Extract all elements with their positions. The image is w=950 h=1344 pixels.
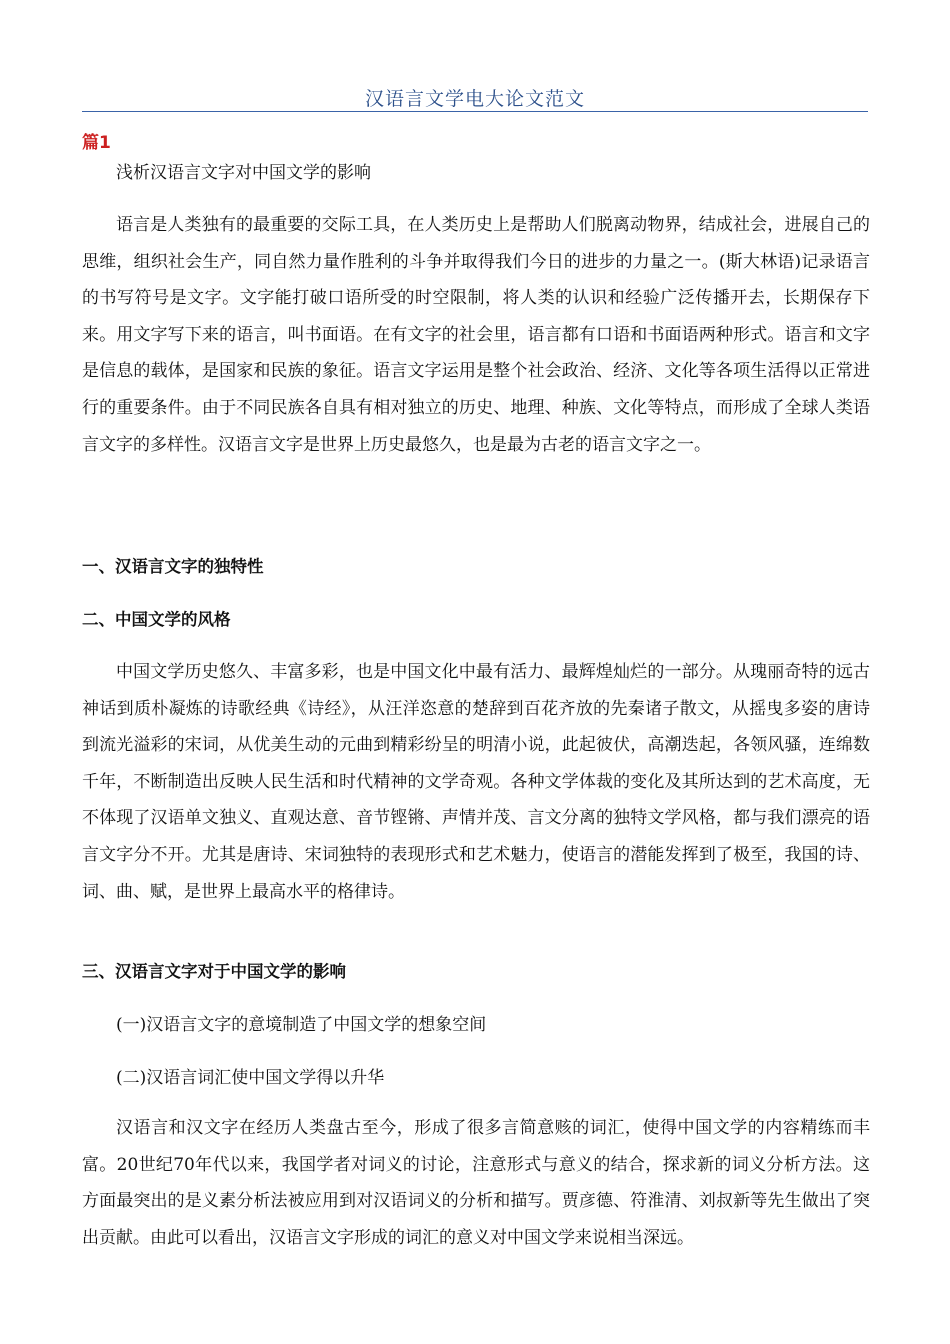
article-subtitle: 浅析汉语言文字对中国文学的影响 bbox=[116, 163, 371, 183]
section-label: 篇1 bbox=[82, 133, 111, 153]
paragraph-literary-style: 中国文学历史悠久、丰富多彩，也是中国文化中最有活力、最辉煌灿烂的一部分。从瑰丽奇特的远古神话到质朴凝炼的诗歌经典《诗经》，从汪洋恣意的楚辞到百花齐放的先秦诸子散文，从摇曳多姿的唐诗到流光溢彩的宋词，从优美生动的元曲到精彩纷呈的明清小说，此起彼伏，高潮迭起，各领风骚，连绵数千年，不断制造出反映人民生活和时代精神的文学奇观。各种文学体裁的变化及其所达到的艺术高度，无不体现了汉语单文独义、直观达意、音节铿锵、声情并茂、言文分离的独特文学风格，都与我们漂亮的语言文字分不开。尤其是唐诗、宋词独特的表现形式和艺术魅力，使语言的潜能发挥到了极至，我国的诗、词、曲、赋，是世界上最高水平的格律诗。 bbox=[82, 662, 870, 902]
document-title: 汉语言文学电大论文范文 bbox=[364, 88, 585, 110]
title-divider bbox=[82, 111, 868, 112]
paragraph-vocabulary: 汉语言和汉文字在经历人类盘古至今，形成了很多言简意赅的词汇，使得中国文学的内容精练而丰富。20世纪70年代以来，我国学者对词义的讨论，注意形式与意义的结合，探求新的词义分析方法。这方面最突出的是义素分析法被应用到对汉语词义的分析和描写。贾彦德、符淮清、刘叔新等先生做出了突出贡献。由此可以看出，汉语言文字形成的词汇的意义对中国文学来说相当深远。 bbox=[82, 1118, 870, 1248]
paragraph-intro: 语言是人类独有的最重要的交际工具，在人类历史上是帮助人们脱离动物界，结成社会，进展自己的思维，组织社会生产，同自然力量作胜利的斗争并取得我们今日的进步的力量之一。(斯大林语)记录语言的书写符号是文字。文字能打破口语所受的时空限制，将人类的认识和经验广泛传播开去，长期保存下来。用文字写下来的语言，叫书面语。在有文字的社会里，语言都有口语和书面语两种形式。语言和文字是信息的载体，是国家和民族的象征。语言文字运用是整个社会政治、经济、文化等各项生活得以正常进行的重要条件。由于不同民族各自具有相对独立的历史、地理、种族、文化等特点，而形成了全球人类语言文字的多样性。汉语言文字是世界上历史最悠久，也是最为古老的语言文字之一。 bbox=[82, 215, 870, 455]
heading-literary-style: 二、中国文学的风格 bbox=[82, 610, 231, 629]
subheading-imagery: (一)汉语言文字的意境制造了中国文学的想象空间 bbox=[116, 1015, 487, 1035]
heading-influence: 三、汉语言文字对于中国文学的影响 bbox=[82, 962, 346, 981]
subheading-vocabulary: (二)汉语言词汇使中国文学得以升华 bbox=[116, 1068, 385, 1088]
heading-uniqueness: 一、汉语言文字的独特性 bbox=[82, 557, 264, 576]
